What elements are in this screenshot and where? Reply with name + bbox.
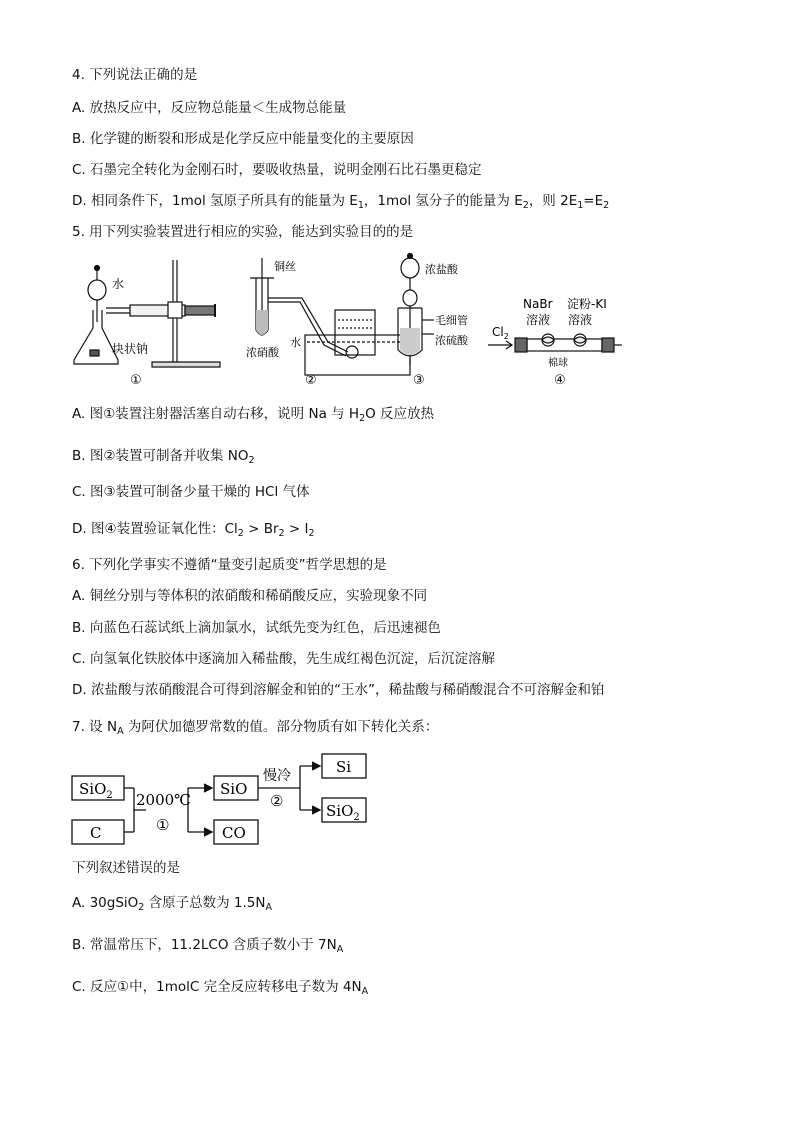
label-starch-ki: 淀粉-KI [567,297,607,311]
label-cotton: 棉球 [548,358,568,369]
text-si: Si [336,758,352,776]
q5-stem: 5. 用下列实验装置进行相应的实验，能达到实验目的的是 [72,224,414,240]
q5-option-d: D. 图④装置验证氧化性：$Cl_2 > Br_2 > I_2$ [72,521,315,539]
q6-option-b: B. 向蓝色石蕊试纸上滴加氯水，试纸先变为红色，后迅速褪色 [72,620,441,636]
fig-number-1: ① [130,373,142,388]
text-co: CO [222,824,246,842]
text-carbon: C [90,824,102,842]
label-nabr: NaBr [523,297,553,311]
label-solution-2: 溶液 [568,313,593,327]
q5-option-b: B. 图②装置可制备并收集 $NO_2$ [72,448,255,466]
text-sio: SiO [220,780,248,798]
q4-option-d: D. 相同条件下，1mol 氢原子所具有的能量为 $E_1$，1mol 氢分子的能量为 $E_2$，则 $2E_1=E_2$ [72,193,610,211]
label-conc-sulfuric: 浓硫酸 [435,334,468,347]
q7-conversion-diagram [70,748,380,850]
label-conc-hcl: 浓盐酸 [425,263,458,276]
q4-stem: 4. 下列说法正确的是 [72,67,198,83]
q6-stem: 6. 下列化学事实不遵循“量变引起质变”哲学思想的是 [72,557,387,573]
q7-option-b: B. 常温常压下，11.2LCO 含质子数小于 $7N_A$ [72,937,344,955]
fig-number-2: ② [305,373,317,388]
text-temperature: 2000℃ [136,791,191,809]
q4-option-b: B. 化学键的断裂和形成是化学反应中能量变化的主要原因 [72,131,414,147]
label-conc-nitric: 浓硝酸 [246,346,279,359]
q5-option-a: A. 图①装置注射器活塞自动右移，说明 Na 与 $H_2O$ 反应放热 [72,406,435,424]
q6-option-a: A. 铜丝分别与等体积的浓硝酸和稀硝酸反应，实验现象不同 [72,588,428,604]
q4-option-a: A. 放热反应中，反应物总能量＜生成物总能量 [72,100,347,116]
q5-option-c: C. 图③装置可制备少量干燥的 HCl 气体 [72,484,310,500]
q7-option-c: C. 反应①中，1molC 完全反应转移电子数为 $4N_A$ [72,979,369,997]
q4-option-c: C. 石墨完全转化为金刚石时，要吸收热量，说明金刚石比石墨更稳定 [72,162,482,178]
text-slow-cool: 慢冷 [263,768,291,784]
label-solution-1: 溶液 [526,313,551,327]
q7-stem: 7. 设 $N_A$ 为阿伏加德罗常数的值。部分物质有如下转化关系： [72,719,439,737]
fig-number-4: ④ [554,373,566,388]
label-copper-wire: 铜丝 [274,260,296,273]
text-step-2: ② [270,792,284,810]
q5-apparatus-figure [60,250,630,395]
label-capillary: 毛细管 [435,314,468,327]
text-sio2-product: SiO$_2$ [326,802,360,823]
q7-option-a: A. 30gSiO$_2$ 含原子总数为 $1.5N_A$ [72,895,272,913]
text-step-1: ① [156,816,170,834]
label-water: 水 [112,277,125,291]
q7-lead: 下列叙述错误的是 [72,860,180,876]
q6-option-d: D. 浓盐酸与浓硝酸混合可得到溶解金和铂的“王水”，稀盐酸与稀硝酸混合不可溶解金和铂 [72,682,605,698]
label-cl2: $Cl_2$ [492,325,509,341]
q6-option-c: C. 向氢氧化铁胶体中逐滴加入稀盐酸，先生成红褐色沉淀，后沉淀溶解 [72,651,496,667]
label-sodium: 块状钠 [112,342,149,356]
text-sio2-reactant: SiO$_2$ [79,780,113,801]
fig-number-3: ③ [413,373,425,388]
label-water-2: 水 [290,336,301,349]
